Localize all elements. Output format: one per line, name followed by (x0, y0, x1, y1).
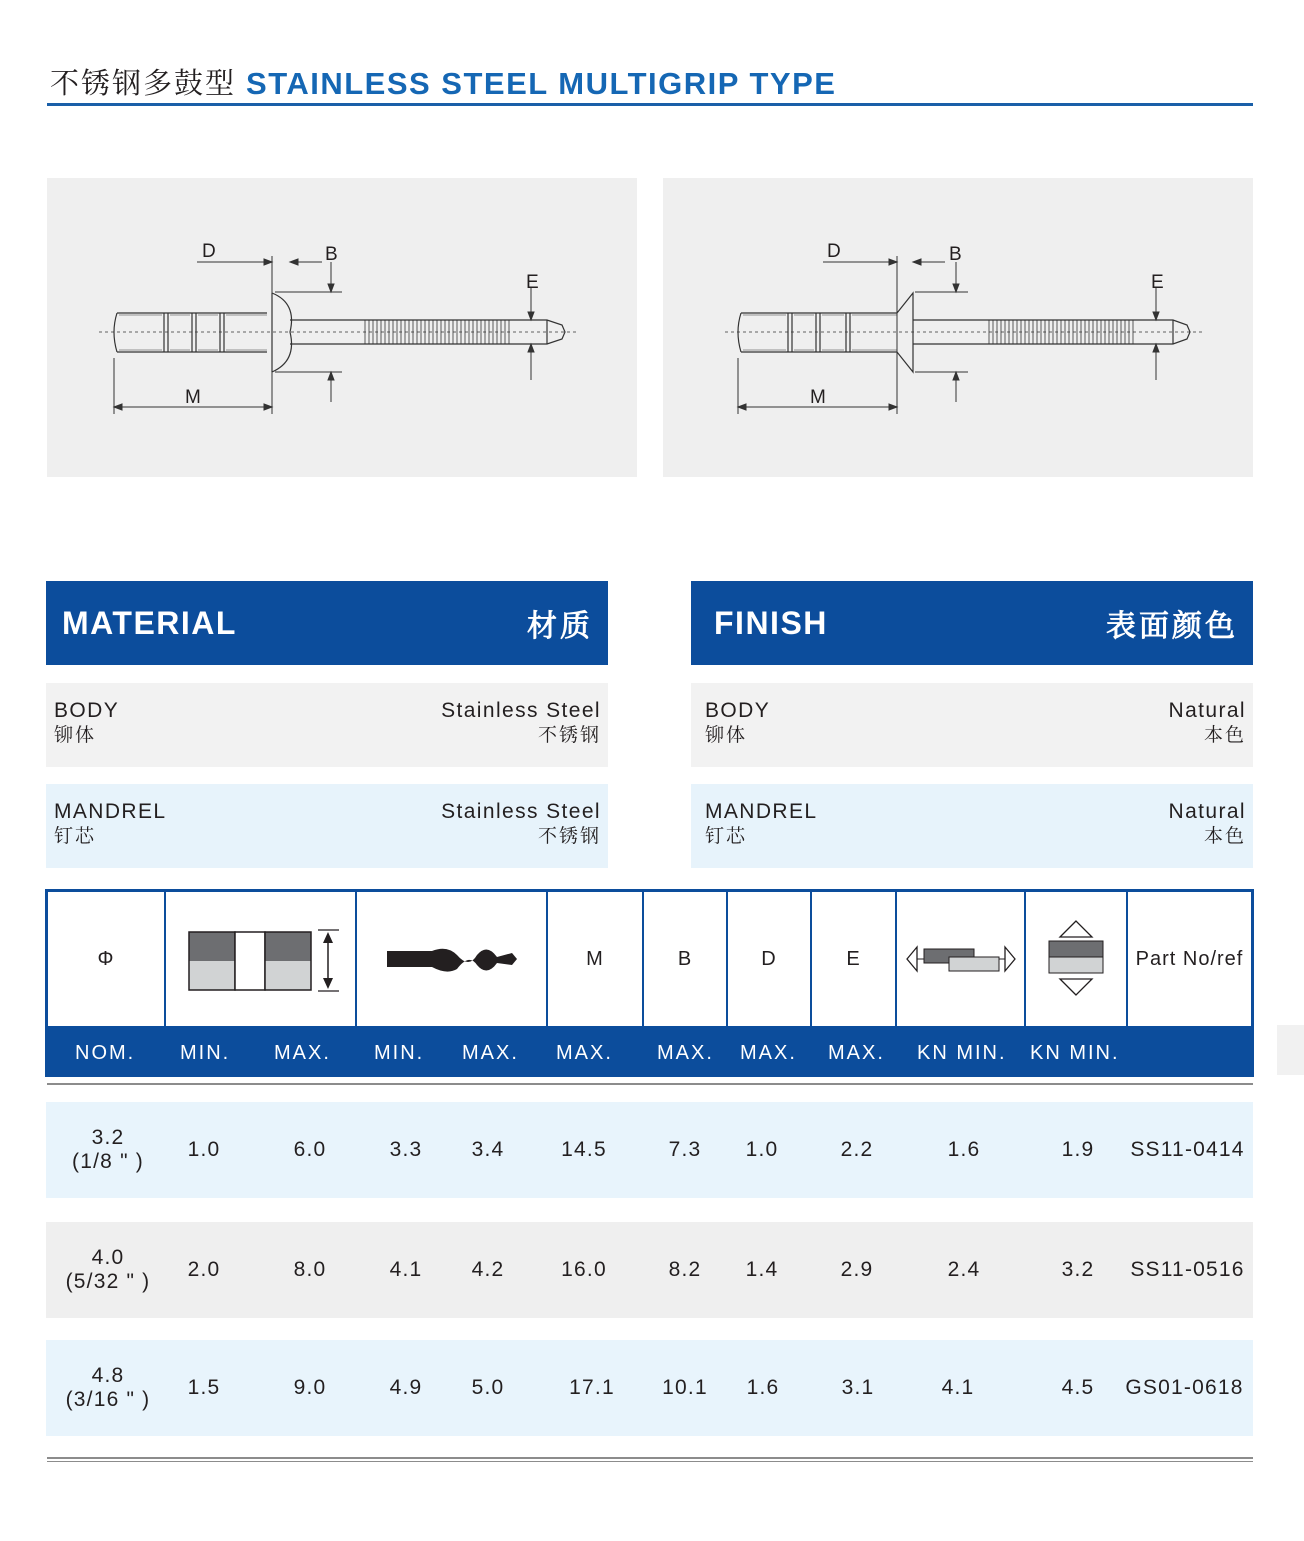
tensile-value: 3.2 (1061, 1258, 1095, 1281)
grip-max: 9.0 (293, 1376, 327, 1399)
phi-symbol: Φ (97, 947, 115, 970)
part-number: SS11-0516 (1130, 1258, 1245, 1281)
page-title (50, 62, 836, 102)
page-title-en: STAINLESS STEEL MULTIGRIP TYPE (246, 66, 837, 101)
dome-head-rivet-diagram (47, 178, 637, 477)
subheader-b-max: MAX. (657, 1042, 714, 1064)
nom-inch: (3/16 " ) (65, 1388, 151, 1411)
drill-max: 4.2 (471, 1258, 505, 1281)
finish-title-en: FINISH (714, 604, 828, 641)
dim-label-e: E (1151, 272, 1164, 293)
m-value: 16.0 (561, 1258, 607, 1281)
d-value: 1.0 (745, 1138, 779, 1161)
shear-strength-icon (897, 892, 1026, 1026)
header-e-label: E (846, 947, 861, 970)
finish-mandrel-value-cn: 本色 (1203, 825, 1246, 847)
header-e (812, 892, 897, 1026)
finish-mandrel-label-en: MANDREL (705, 800, 818, 823)
material-title-cn: 材质 (527, 609, 593, 644)
title-underline (47, 103, 1253, 106)
subheader-shear-kn: KN MIN. (917, 1042, 1007, 1064)
m-value: 14.5 (561, 1138, 607, 1161)
material-mandrel-value-cn: 不锈钢 (537, 825, 601, 847)
drill-max: 5.0 (471, 1376, 505, 1399)
finish-body-label-en: BODY (705, 699, 771, 722)
drill-max: 3.4 (471, 1138, 505, 1161)
b-value: 8.2 (668, 1258, 702, 1281)
header-b (644, 892, 728, 1026)
dim-label-b: B (325, 244, 338, 265)
e-value: 3.1 (841, 1376, 875, 1399)
finish-mandrel-label-cn: 钉芯 (705, 825, 748, 847)
finish-mandrel-row (691, 784, 1253, 868)
table-row (46, 1102, 1253, 1198)
subheader-tensile-kn: KN MIN. (1030, 1042, 1120, 1064)
material-mandrel-value-en: Stainless Steel (441, 800, 601, 823)
e-value: 2.2 (840, 1138, 874, 1161)
grip-max: 8.0 (293, 1258, 327, 1281)
subheader-d-max: MAX. (740, 1042, 797, 1064)
subheader-e-max: MAX. (828, 1042, 885, 1064)
shear-value: 1.6 (947, 1138, 981, 1161)
part-number: GS01-0618 (1125, 1376, 1244, 1399)
countersunk-rivet-diagram (663, 178, 1253, 477)
subheader-grip-min: MIN. (180, 1042, 231, 1064)
finish-header (691, 581, 1253, 665)
grip-min: 1.5 (187, 1376, 221, 1399)
grip-min: 2.0 (187, 1258, 221, 1281)
subheader-drill-max: MAX. (462, 1042, 519, 1064)
header-d (728, 892, 812, 1026)
subheader-grip-max: MAX. (274, 1042, 331, 1064)
header-m (548, 892, 644, 1026)
drill-min: 3.3 (389, 1138, 423, 1161)
dim-label-d: D (827, 241, 841, 262)
dim-label-b: B (949, 244, 962, 265)
drill-min: 4.9 (389, 1376, 423, 1399)
drill-min: 4.1 (389, 1258, 423, 1281)
finish-mandrel-value-en: Natural (1168, 800, 1246, 823)
m-value: 17.1 (569, 1376, 615, 1399)
material-mandrel-label-cn: 钉芯 (54, 825, 97, 847)
table-row (46, 1340, 1253, 1436)
material-header (46, 581, 608, 665)
dim-label-m: M (185, 387, 201, 408)
nom-mm: 4.0 (91, 1246, 125, 1269)
page-edge-tab (1277, 1025, 1304, 1075)
material-body-value-cn: 不锈钢 (537, 724, 601, 746)
header-b-label: B (677, 947, 693, 970)
nom-mm: 4.8 (91, 1364, 125, 1387)
d-value: 1.4 (745, 1258, 779, 1281)
drill-bit-icon (357, 892, 548, 1026)
header-m-label: M (586, 947, 604, 970)
header-nominal-diameter (48, 892, 166, 1026)
nom-inch: (1/8 " ) (72, 1150, 144, 1173)
table-bottom-rule (47, 1457, 1253, 1459)
b-value: 7.3 (668, 1138, 702, 1161)
dim-label-m: M (810, 387, 826, 408)
nom-mm: 3.2 (91, 1126, 125, 1149)
table-header-rule (47, 1083, 1253, 1085)
material-body-label-en: BODY (54, 699, 120, 722)
subheader-m-max: MAX. (556, 1042, 613, 1064)
dim-label-d: D (202, 241, 216, 262)
d-value: 1.6 (746, 1376, 780, 1399)
grip-range-icon (166, 892, 357, 1026)
finish-body-value-en: Natural (1168, 699, 1246, 722)
tensile-value: 4.5 (1061, 1376, 1095, 1399)
material-body-label-cn: 铆体 (54, 724, 97, 746)
material-mandrel-row (46, 784, 608, 868)
finish-body-label-cn: 铆体 (705, 724, 748, 746)
material-body-value-en: Stainless Steel (441, 699, 601, 722)
table-row (46, 1222, 1253, 1318)
finish-title-cn: 表面颜色 (1106, 609, 1238, 644)
material-body-row (46, 683, 608, 767)
finish-body-row (691, 683, 1253, 767)
header-part-no (1128, 892, 1251, 1026)
grip-min: 1.0 (187, 1138, 221, 1161)
finish-body-value-cn: 本色 (1203, 724, 1246, 746)
e-value: 2.9 (840, 1258, 874, 1281)
header-part-no-label: Part No/ref (1135, 947, 1244, 970)
header-d-label: D (761, 947, 777, 970)
dim-label-e: E (526, 272, 539, 293)
nom-inch: (5/32 " ) (65, 1270, 151, 1293)
shear-value: 2.4 (947, 1258, 981, 1281)
tensile-value: 1.9 (1061, 1138, 1095, 1161)
material-title-en: MATERIAL (62, 604, 237, 641)
b-value: 10.1 (662, 1376, 708, 1399)
page-title-cn: 不锈钢多鼓型 (50, 66, 237, 100)
spec-table-header (45, 889, 1254, 1077)
shear-value: 4.1 (941, 1376, 975, 1399)
material-mandrel-label-en: MANDREL (54, 800, 167, 823)
table-bottom-rule-thin (47, 1461, 1253, 1462)
subheader-nom: NOM. (75, 1042, 136, 1064)
subheader-drill-min: MIN. (374, 1042, 425, 1064)
tensile-strength-icon (1026, 892, 1128, 1026)
part-number: SS11-0414 (1130, 1138, 1245, 1161)
grip-max: 6.0 (293, 1138, 327, 1161)
